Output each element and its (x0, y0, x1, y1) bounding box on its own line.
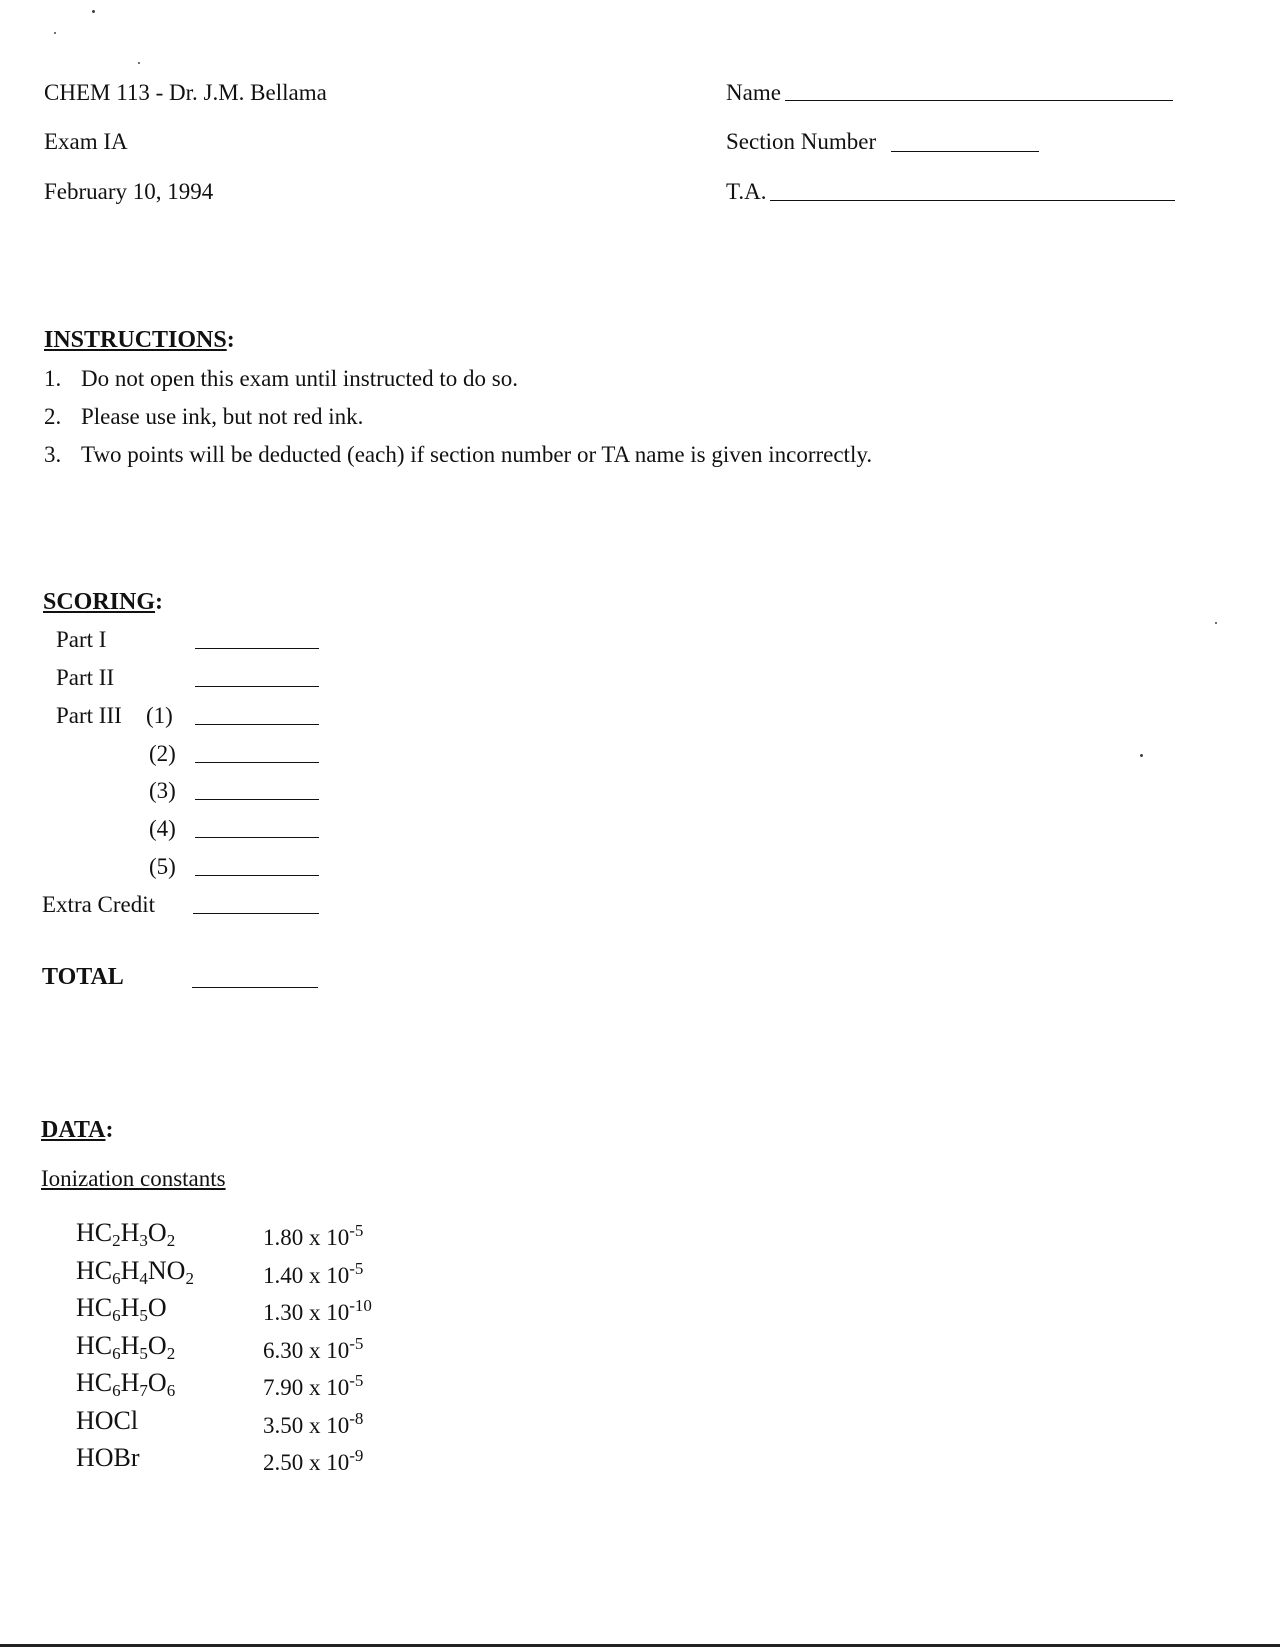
course-title: CHEM 113 - Dr. J.M. Bellama (44, 80, 327, 105)
ionization-constant-value: 1.40 x $10^{-5}$ (263, 1259, 364, 1288)
instruction-number: 3. (44, 442, 62, 467)
acid-formula: $HC_6H_5O$ (76, 1293, 167, 1325)
scan-speck (138, 62, 140, 64)
section-number-label: Section Number (726, 129, 877, 154)
score-label-part-3-2: (2) (149, 741, 176, 766)
data-heading (41, 1118, 113, 1142)
ionization-constant-value: 6.30 x $10^{-5}$ (263, 1334, 364, 1363)
instructions-colon: : (226, 327, 235, 353)
score-field-part-3-3[interactable] (195, 799, 319, 800)
exam-date: February 10, 1994 (44, 179, 214, 204)
score-label-part-3-5: (5) (149, 854, 176, 879)
scan-speck (92, 10, 95, 13)
score-label-part-3-1: (1) (146, 703, 173, 728)
acid-formula: $HC_6H_7O_6$ (76, 1368, 176, 1400)
score-field-part-3-2[interactable] (195, 762, 319, 763)
score-field-part-3-4[interactable] (195, 837, 319, 838)
score-field-part-3-1[interactable] (195, 724, 319, 725)
ionization-constant-value: 7.90 x $10^{-5}$ (263, 1371, 364, 1400)
score-label-part-2: Part II (56, 665, 115, 690)
name-label: Name (726, 80, 781, 105)
ionization-constant-value: 1.80 x $10^{-5}$ (263, 1221, 364, 1250)
name-field[interactable] (785, 100, 1173, 101)
scan-speck (1215, 622, 1217, 624)
score-label-part-3-3: (3) (149, 778, 176, 803)
score-field-part-1[interactable] (195, 648, 319, 649)
score-label-part-3: Part III (56, 703, 122, 728)
data-heading-text: DATA (41, 1117, 106, 1143)
acid-formula: $HC_2H_3O_2$ (76, 1218, 176, 1250)
instruction-text: Do not open this exam until instructed to do so. (81, 366, 518, 391)
ta-label: T.A. (726, 179, 767, 204)
acid-formula: $HC_6H_4NO_2$ (76, 1256, 194, 1288)
score-label-part-1: Part I (56, 627, 107, 652)
instruction-text: Two points will be deducted (each) if section number or TA name is given incorrectly. (81, 442, 873, 467)
score-label-part-3-4: (4) (149, 816, 176, 841)
scoring-heading (43, 590, 163, 614)
ionization-constant-value: 2.50 x $10^{-9}$ (263, 1446, 364, 1475)
score-field-part-2[interactable] (195, 686, 319, 687)
instructions-heading-text: INSTRUCTIONS (44, 327, 227, 353)
acid-formula: $HC_6H_5O_2$ (76, 1331, 176, 1363)
ionization-constants-heading: Ionization constants (41, 1166, 226, 1191)
instruction-number: 2. (44, 404, 62, 429)
scan-speck (54, 32, 56, 34)
instruction-number: 1. (44, 366, 62, 391)
score-field-part-3-5[interactable] (195, 875, 319, 876)
instructions-heading (44, 328, 235, 352)
ionization-constant-value: 3.50 x $10^{-8}$ (263, 1409, 364, 1438)
exam-title: Exam IA (44, 129, 128, 154)
score-label-total: TOTAL (42, 964, 124, 990)
acid-formula: HOCl (76, 1406, 139, 1435)
score-field-extra-credit[interactable] (193, 913, 319, 914)
section-number-field[interactable] (891, 151, 1039, 152)
instruction-text: Please use ink, but not red ink. (81, 404, 364, 429)
ta-field[interactable] (770, 200, 1175, 201)
scoring-colon: : (155, 589, 164, 615)
acid-formula: HOBr (76, 1443, 140, 1472)
score-label-extra-credit: Extra Credit (42, 892, 156, 917)
ionization-constant-value: 1.30 x $10^{-10}$ (263, 1296, 372, 1325)
data-colon: : (105, 1117, 114, 1143)
scan-speck (1140, 754, 1143, 757)
scoring-heading-text: SCORING (43, 589, 156, 615)
page-bottom-rule (0, 1644, 1280, 1647)
score-field-total[interactable] (192, 987, 318, 988)
